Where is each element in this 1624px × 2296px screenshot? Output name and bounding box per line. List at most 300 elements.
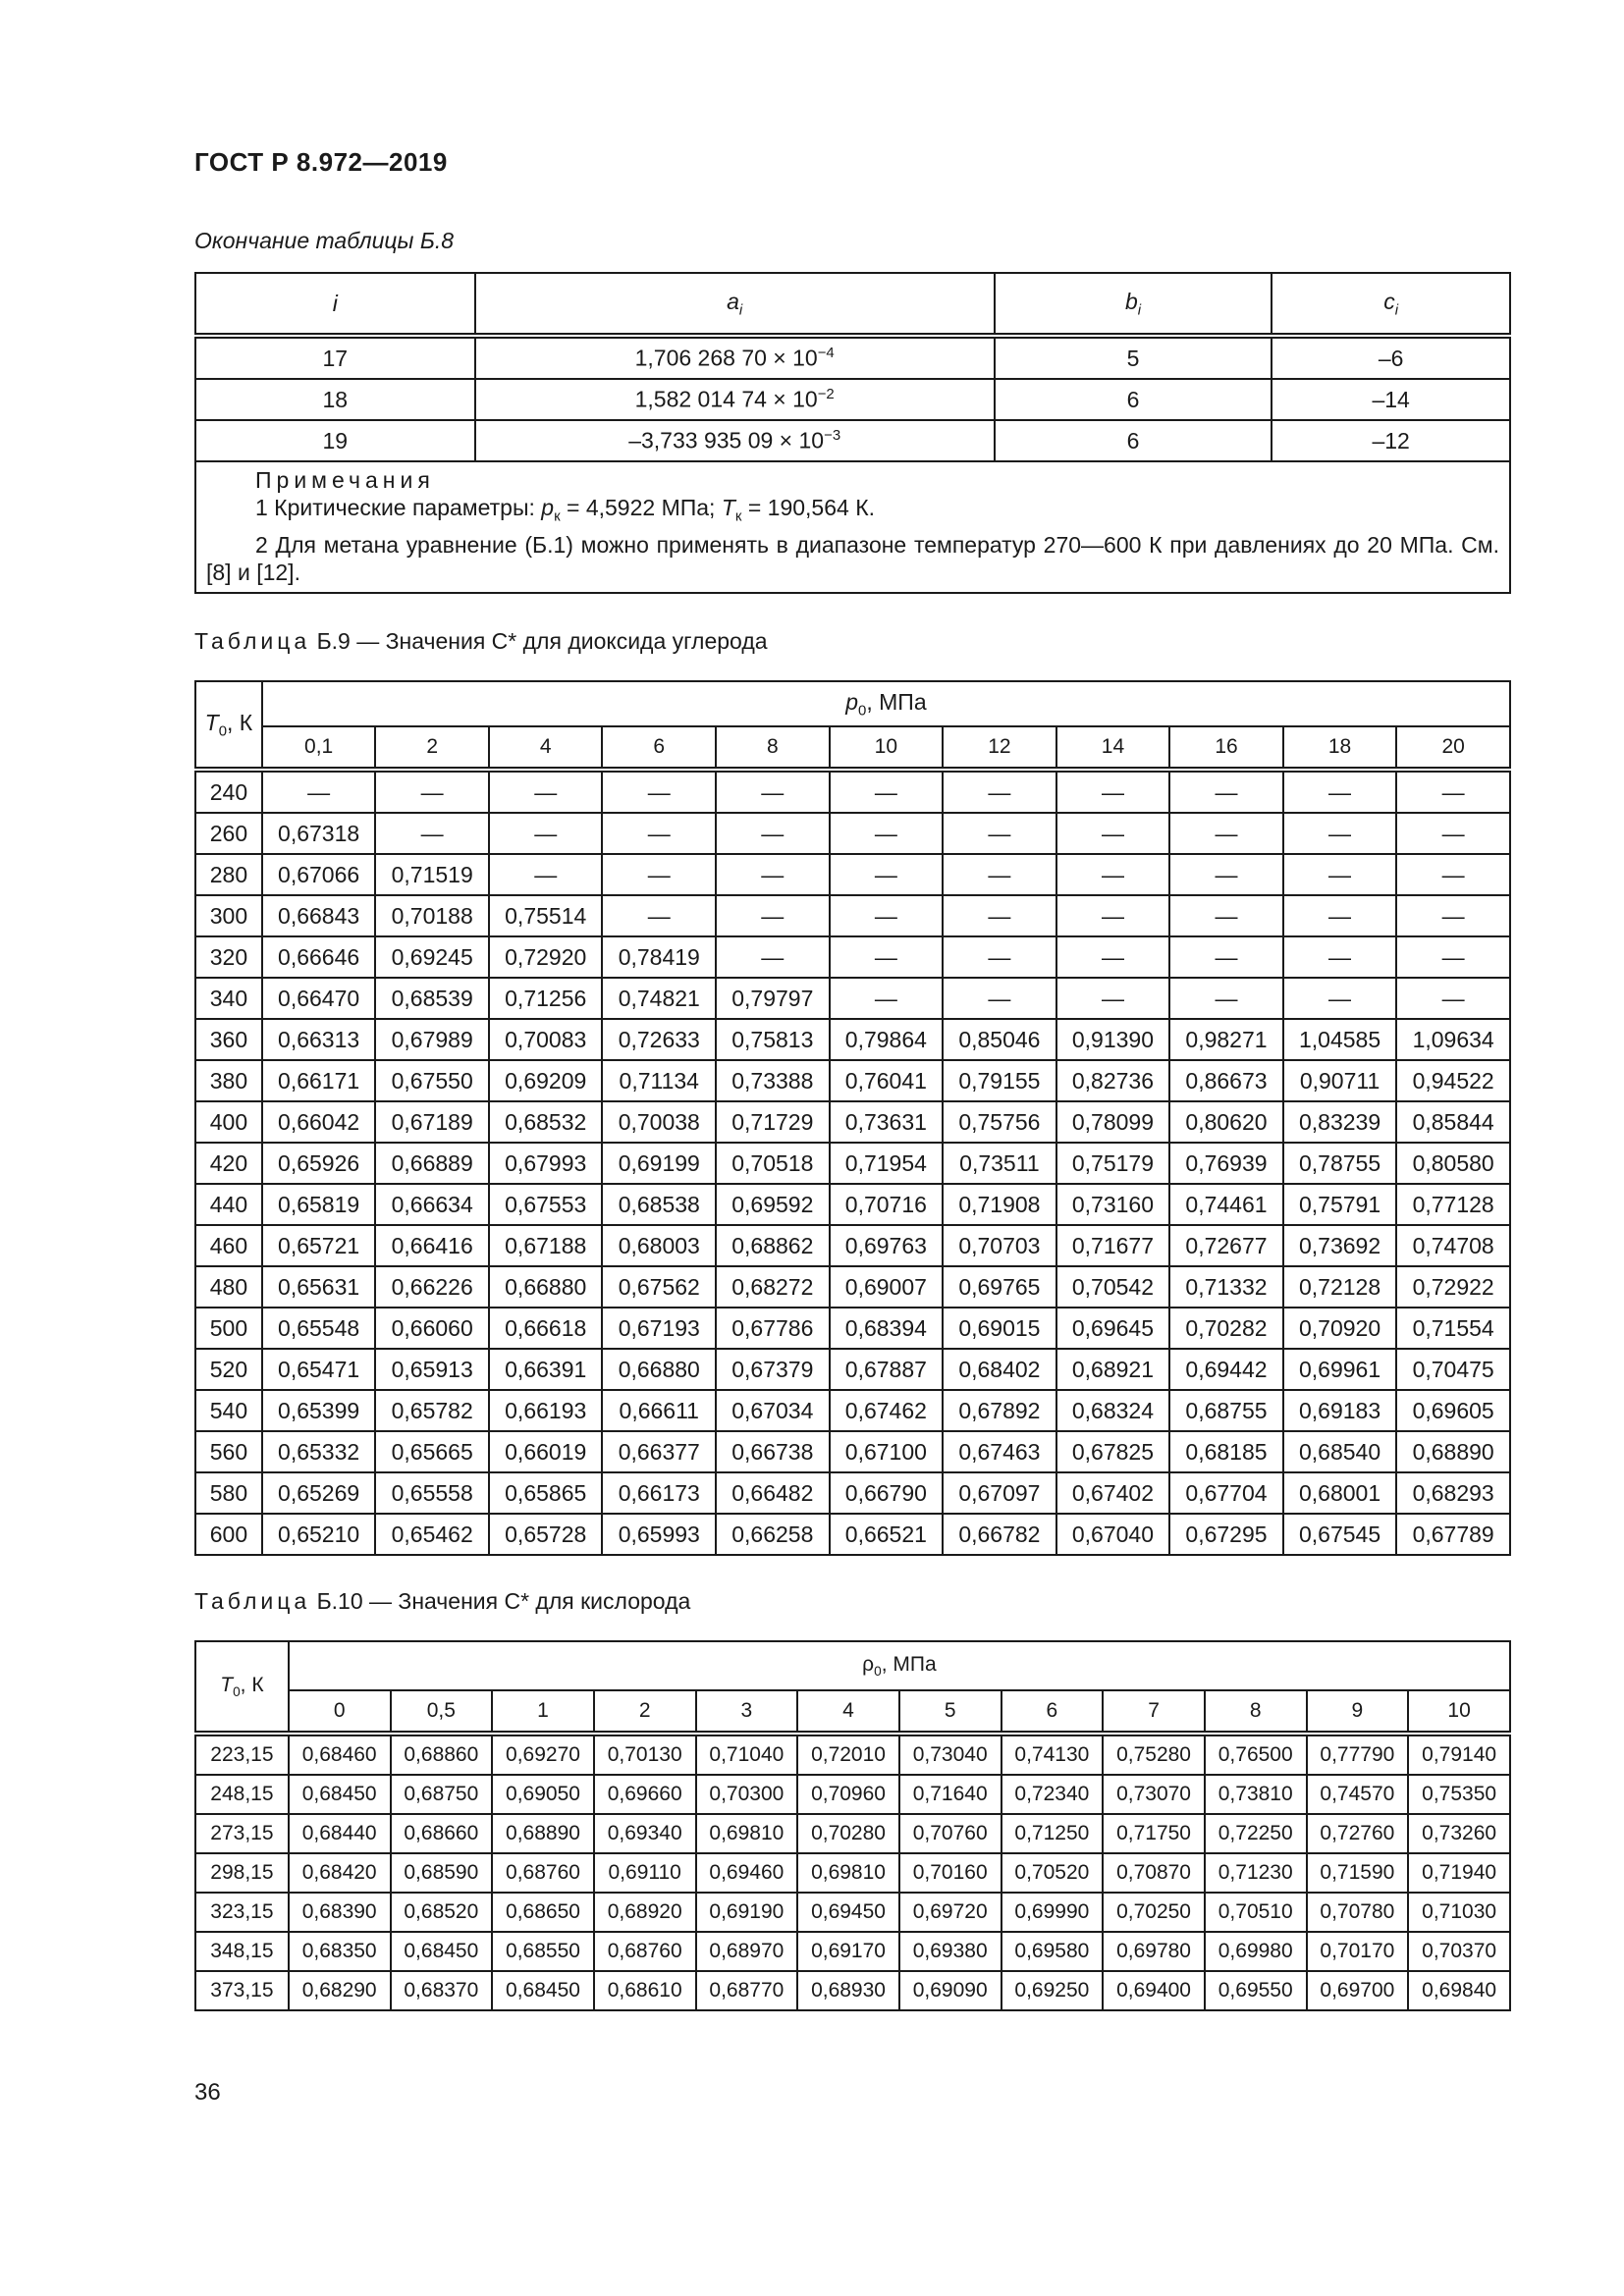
table-cell: 0,75514	[489, 895, 603, 936]
table-cell: —	[375, 813, 489, 854]
table-cell: 0,69780	[1103, 1932, 1205, 1971]
table-cell: 0,69660	[594, 1775, 696, 1814]
table-cell: 0,68293	[1396, 1472, 1510, 1514]
pressure-header: 6	[602, 726, 716, 770]
table-cell: 0,69580	[1001, 1932, 1104, 1971]
table-cell: —	[602, 770, 716, 813]
table-cell: 0,76939	[1169, 1143, 1283, 1184]
pressure-header-row	[195, 1690, 1510, 1734]
table-cell: 0,70703	[943, 1225, 1056, 1266]
table-cell: 0,68890	[1396, 1431, 1510, 1472]
table-cell: 0,68970	[696, 1932, 798, 1971]
pressure-header: 8	[716, 726, 830, 770]
table-cell: 0,68402	[943, 1349, 1056, 1390]
table-cell: 0,73160	[1056, 1184, 1170, 1225]
cell-c: –14	[1272, 379, 1510, 420]
table-cell: 0,67550	[375, 1060, 489, 1101]
table-cell: 0,67545	[1283, 1514, 1397, 1555]
table-cell: —	[1056, 895, 1170, 936]
table-cell: 0,65665	[375, 1431, 489, 1472]
table-cell: 0,80580	[1396, 1143, 1510, 1184]
table-cell: 1,04585	[1283, 1019, 1397, 1060]
table-cell: 0,74130	[1001, 1734, 1104, 1775]
col-group-pressure: $p_0$, МПа	[262, 681, 1510, 726]
table-cell: 0,67402	[1056, 1472, 1170, 1514]
table-cell: 0,69810	[797, 1853, 899, 1893]
table-cell: —	[602, 854, 716, 895]
table-cell: 0,67704	[1169, 1472, 1283, 1514]
table-cell: —	[489, 854, 603, 895]
cell-i: 19	[195, 420, 475, 461]
table-row	[195, 895, 1510, 936]
row-header-temperature: $T_0$, К	[195, 681, 262, 770]
table-cell: 0,73511	[943, 1143, 1056, 1184]
table-cell: 0,78755	[1283, 1143, 1397, 1184]
table-cell: 0,69110	[594, 1853, 696, 1893]
table-cell: 0,72010	[797, 1734, 899, 1775]
row-temperature: 500	[195, 1308, 262, 1349]
table-cell: 0,68390	[289, 1893, 391, 1932]
cell-b: 6	[995, 379, 1272, 420]
table-cell: —	[1396, 854, 1510, 895]
row-temperature: 298,15	[195, 1853, 289, 1893]
table-row	[195, 1431, 1510, 1472]
table-cell: —	[716, 936, 830, 978]
row-temperature: 300	[195, 895, 262, 936]
table-cell: 0,69460	[696, 1853, 798, 1893]
col-group-pressure: $\rho_0$, МПа	[289, 1641, 1510, 1690]
table-cell: —	[1396, 770, 1510, 813]
table-cell: —	[830, 936, 944, 978]
table-cell: 0,68540	[1283, 1431, 1397, 1472]
table-row	[195, 1266, 1510, 1308]
table-cell: 0,68520	[391, 1893, 493, 1932]
table-row	[195, 1734, 1510, 1775]
row-temperature: 223,15	[195, 1734, 289, 1775]
table-cell: 0,65631	[262, 1266, 376, 1308]
table-cell: 0,90711	[1283, 1060, 1397, 1101]
pressure-header: 4	[797, 1690, 899, 1734]
table-cell: 0,68760	[594, 1932, 696, 1971]
table-cell: 0,69980	[1205, 1932, 1307, 1971]
table-cell: 0,66171	[262, 1060, 376, 1101]
table-row	[195, 854, 1510, 895]
table-cell: 0,70510	[1205, 1893, 1307, 1932]
table-header-row	[195, 273, 1510, 336]
table-cell: 0,68370	[391, 1971, 493, 2010]
table-cell: —	[716, 854, 830, 895]
table-cell: 0,66646	[262, 936, 376, 978]
table-cell: 0,67887	[830, 1349, 944, 1390]
table-cell: —	[1283, 978, 1397, 1019]
table-cell: 0,68532	[489, 1101, 603, 1143]
cell-c: –6	[1272, 336, 1510, 379]
table-cell: 0,71230	[1205, 1853, 1307, 1893]
table-row	[195, 1390, 1510, 1431]
table-cell: 0,71040	[696, 1734, 798, 1775]
row-temperature: 373,15	[195, 1971, 289, 2010]
table-cell: —	[1283, 854, 1397, 895]
pressure-header: 18	[1283, 726, 1397, 770]
table-b8-caption: Окончание таблицы Б.8	[194, 228, 455, 253]
cell-b: 6	[995, 420, 1272, 461]
table-cell: 0,70760	[899, 1814, 1001, 1853]
table-row	[195, 978, 1510, 1019]
table-cell: 0,69050	[492, 1775, 594, 1814]
table-cell: 0,69592	[716, 1184, 830, 1225]
table-cell: 0,67463	[943, 1431, 1056, 1472]
table-cell: 0,70920	[1283, 1308, 1397, 1349]
table-cell: 0,79155	[943, 1060, 1056, 1101]
table-row	[195, 379, 1510, 420]
table-cell: 0,68460	[289, 1734, 391, 1775]
table-cell: 0,68539	[375, 978, 489, 1019]
table-cell: —	[489, 770, 603, 813]
table-row	[195, 1225, 1510, 1266]
table-row	[195, 1971, 1510, 2010]
table-cell: 0,68450	[492, 1971, 594, 2010]
row-temperature: 420	[195, 1143, 262, 1184]
table-cell: 0,68755	[1169, 1390, 1283, 1431]
row-temperature: 360	[195, 1019, 262, 1060]
table-row	[195, 1184, 1510, 1225]
table-row	[195, 770, 1510, 813]
table-cell: 0,66470	[262, 978, 376, 1019]
table-cell: 0,65332	[262, 1431, 376, 1472]
table-cell: 0,67786	[716, 1308, 830, 1349]
table-cell: 0,65926	[262, 1143, 376, 1184]
table-cell: 0,67318	[262, 813, 376, 854]
table-cell: 0,68650	[492, 1893, 594, 1932]
table-cell: 0,69765	[943, 1266, 1056, 1308]
table-cell: 0,70038	[602, 1101, 716, 1143]
table-cell: —	[1396, 895, 1510, 936]
table-cell: 0,75179	[1056, 1143, 1170, 1184]
table-cell: 0,85046	[943, 1019, 1056, 1060]
pressure-header: 10	[830, 726, 944, 770]
table-cell: 0,68890	[492, 1814, 594, 1853]
table-cell: —	[1169, 895, 1283, 936]
table-cell: 0,66782	[943, 1514, 1056, 1555]
table-row	[195, 1853, 1510, 1893]
table-row	[195, 813, 1510, 854]
col-header-a-label: a	[727, 288, 739, 314]
table-cell: 0,65399	[262, 1390, 376, 1431]
table-cell: 0,67193	[602, 1308, 716, 1349]
table-cell: 0,70170	[1307, 1932, 1409, 1971]
pressure-header-row	[195, 726, 1510, 770]
cell-i: 18	[195, 379, 475, 420]
table-cell: 0,69015	[943, 1308, 1056, 1349]
table-cell: 0,68324	[1056, 1390, 1170, 1431]
table-cell: 0,66416	[375, 1225, 489, 1266]
cell-a	[475, 379, 995, 420]
table-cell: 0,65993	[602, 1514, 716, 1555]
pressure-header: 12	[943, 726, 1056, 770]
table-cell: 0,70280	[797, 1814, 899, 1853]
row-temperature: 323,15	[195, 1893, 289, 1932]
table-cell: 0,94522	[1396, 1060, 1510, 1101]
table-cell: 0,65819	[262, 1184, 376, 1225]
table-cell: 0,66521	[830, 1514, 944, 1555]
table-cell: 0,69605	[1396, 1390, 1510, 1431]
table-cell: 0,73070	[1103, 1775, 1205, 1814]
cell-a-mantissa: 1,706 268 70 × 10	[634, 345, 818, 371]
table-row	[195, 1308, 1510, 1349]
table-b9-caption: Таблица Б.9 — Значения C* для диоксида углерода	[194, 628, 768, 654]
cell-a-mantissa: 1,582 014 74 × 10	[634, 386, 818, 412]
table-cell: —	[830, 978, 944, 1019]
row-temperature: 340	[195, 978, 262, 1019]
row-temperature: 260	[195, 813, 262, 854]
col-header-a: $a_i$	[475, 273, 995, 336]
table-cell: 0,70250	[1103, 1893, 1205, 1932]
table-cell: 0,83239	[1283, 1101, 1397, 1143]
table-cell: —	[1283, 813, 1397, 854]
row-temperature: 520	[195, 1349, 262, 1390]
table-cell: 0,67989	[375, 1019, 489, 1060]
table-cell: 0,69199	[602, 1143, 716, 1184]
table-cell: 0,85844	[1396, 1101, 1510, 1143]
pressure-header: 4	[489, 726, 603, 770]
table-cell: 0,69550	[1205, 1971, 1307, 2010]
table-row	[195, 1349, 1510, 1390]
table-cell: —	[602, 813, 716, 854]
table-cell: 0,68862	[716, 1225, 830, 1266]
table-cell: 0,74461	[1169, 1184, 1283, 1225]
table-cell: 0,72920	[489, 936, 603, 978]
table-cell: 0,70960	[797, 1775, 899, 1814]
table-cell: 0,69763	[830, 1225, 944, 1266]
table-cell: 0,68921	[1056, 1349, 1170, 1390]
page-number: 36	[194, 2079, 221, 2106]
table-cell: 0,69720	[899, 1893, 1001, 1932]
col-header-b: $b_i$	[995, 273, 1272, 336]
table-cell: 0,78419	[602, 936, 716, 978]
table-cell: 0,67189	[375, 1101, 489, 1143]
table-cell: 0,69990	[1001, 1893, 1104, 1932]
table-header-row	[195, 681, 1510, 726]
row-header-temperature: $T_0$, К	[195, 1641, 289, 1734]
pressure-header: 5	[899, 1690, 1001, 1734]
table-cell: 0,76500	[1205, 1734, 1307, 1775]
table-cell: 0,66880	[489, 1266, 603, 1308]
cell-c: –12	[1272, 420, 1510, 461]
table-cell: 0,68440	[289, 1814, 391, 1853]
table-cell: 0,71332	[1169, 1266, 1283, 1308]
table-cell: 0,71519	[375, 854, 489, 895]
table-cell: —	[830, 854, 944, 895]
cell-a	[475, 420, 995, 461]
col-header-i: i	[195, 273, 475, 336]
table-cell: —	[1283, 936, 1397, 978]
pressure-header: 2	[375, 726, 489, 770]
table-cell: —	[943, 854, 1056, 895]
table-cell: 0,70282	[1169, 1308, 1283, 1349]
pressure-header: 3	[696, 1690, 798, 1734]
table-cell: 0,73692	[1283, 1225, 1397, 1266]
table-cell: 0,68420	[289, 1853, 391, 1893]
table-cell: 0,69380	[899, 1932, 1001, 1971]
table-cell: 0,68450	[289, 1775, 391, 1814]
row-temperature: 580	[195, 1472, 262, 1514]
table-cell: 0,67993	[489, 1143, 603, 1184]
table-cell: 0,68350	[289, 1932, 391, 1971]
table-cell: 0,77128	[1396, 1184, 1510, 1225]
row-temperature: 600	[195, 1514, 262, 1555]
table-cell: 0,66377	[602, 1431, 716, 1472]
table-row	[195, 1101, 1510, 1143]
pressure-header: 1	[492, 1690, 594, 1734]
table-cell: —	[830, 813, 944, 854]
table-cell: 0,70083	[489, 1019, 603, 1060]
table-cell: —	[1169, 813, 1283, 854]
table-cell: 0,68750	[391, 1775, 493, 1814]
table-cell: 0,67825	[1056, 1431, 1170, 1472]
table-cell: 0,65210	[262, 1514, 376, 1555]
table-cell: 0,72633	[602, 1019, 716, 1060]
table-cell: 0,72340	[1001, 1775, 1104, 1814]
table-cell: 0,70520	[1001, 1853, 1104, 1893]
table-cell: —	[943, 895, 1056, 936]
cell-a	[475, 336, 995, 379]
table-cell: 0,98271	[1169, 1019, 1283, 1060]
table-b8	[194, 272, 1511, 594]
table-cell: —	[716, 770, 830, 813]
table-b9	[194, 680, 1511, 1556]
table-cell: 0,70300	[696, 1775, 798, 1814]
table-cell: 0,68001	[1283, 1472, 1397, 1514]
table-cell: 0,66843	[262, 895, 376, 936]
cell-b: 5	[995, 336, 1272, 379]
table-cell: 0,69170	[797, 1932, 899, 1971]
table-cell: —	[1396, 936, 1510, 978]
table-cell: 0,70780	[1307, 1893, 1409, 1932]
pressure-header: 9	[1307, 1690, 1409, 1734]
table-cell: 0,67066	[262, 854, 376, 895]
table-cell: 0,73388	[716, 1060, 830, 1101]
table-cell: 0,69700	[1307, 1971, 1409, 2010]
table-cell: 0,66019	[489, 1431, 603, 1472]
table-cell: 0,69250	[1001, 1971, 1104, 2010]
table-cell: 0,67562	[602, 1266, 716, 1308]
table-cell: —	[1169, 978, 1283, 1019]
table-cell: 0,66193	[489, 1390, 603, 1431]
table-cell: 0,72760	[1307, 1814, 1409, 1853]
table-cell: 0,69442	[1169, 1349, 1283, 1390]
notes-heading: Примечания	[255, 467, 435, 493]
table-cell: 0,68660	[391, 1814, 493, 1853]
table-cell: 0,71640	[899, 1775, 1001, 1814]
table-cell: 0,79140	[1408, 1734, 1510, 1775]
table-row	[195, 1472, 1510, 1514]
row-temperature: 273,15	[195, 1814, 289, 1853]
table-cell: 0,71030	[1408, 1893, 1510, 1932]
table-cell: 0,69645	[1056, 1308, 1170, 1349]
table-cell: 0,80620	[1169, 1101, 1283, 1143]
table-cell: 0,67040	[1056, 1514, 1170, 1555]
table-cell: —	[1396, 978, 1510, 1019]
table-cell: 0,75813	[716, 1019, 830, 1060]
table-cell: 0,91390	[1056, 1019, 1170, 1060]
table-cell: 0,69840	[1408, 1971, 1510, 2010]
table-cell: —	[1169, 936, 1283, 978]
table-cell: 0,70542	[1056, 1266, 1170, 1308]
table-cell: 0,70518	[716, 1143, 830, 1184]
table-row	[195, 1775, 1510, 1814]
row-temperature: 280	[195, 854, 262, 895]
table-cell: —	[1056, 978, 1170, 1019]
table-cell: 0,66060	[375, 1308, 489, 1349]
table-cell: 0,65728	[489, 1514, 603, 1555]
table-cell: 0,68450	[391, 1932, 493, 1971]
table-cell: 0,69810	[696, 1814, 798, 1853]
table-cell: 0,68550	[492, 1932, 594, 1971]
col-header-c: $c_i$	[1272, 273, 1510, 336]
pressure-header: 10	[1408, 1690, 1510, 1734]
table-cell: 0,71677	[1056, 1225, 1170, 1266]
table-cell: —	[1283, 770, 1397, 813]
table-cell: 0,66226	[375, 1266, 489, 1308]
table-cell: —	[1396, 813, 1510, 854]
table-cell: —	[1169, 854, 1283, 895]
table-cell: 0,68272	[716, 1266, 830, 1308]
table-row	[195, 936, 1510, 978]
table-cell: 0,76041	[830, 1060, 944, 1101]
row-temperature: 480	[195, 1266, 262, 1308]
table-cell: 0,69245	[375, 936, 489, 978]
cell-i: 17	[195, 336, 475, 379]
table-cell: 0,82736	[1056, 1060, 1170, 1101]
cell-a-exponent: −2	[817, 386, 835, 403]
table-cell: 0,72922	[1396, 1266, 1510, 1308]
table-cell: 0,68920	[594, 1893, 696, 1932]
table-cell: —	[716, 895, 830, 936]
table-cell: 0,65471	[262, 1349, 376, 1390]
table-cell: 0,65865	[489, 1472, 603, 1514]
note-1: 1 Критические параметры: $p_к = 4,5922$ МПа; $T_к = 190,564$ К.	[255, 495, 875, 525]
table-cell: —	[943, 813, 1056, 854]
table-cell: —	[262, 770, 376, 813]
table-cell: —	[716, 813, 830, 854]
table-cell: 0,66634	[375, 1184, 489, 1225]
table-cell: 0,70130	[594, 1734, 696, 1775]
pressure-header: 0,1	[262, 726, 376, 770]
table-cell: 0,71256	[489, 978, 603, 1019]
table-cell: 0,72128	[1283, 1266, 1397, 1308]
table-cell: 0,67295	[1169, 1514, 1283, 1555]
table-cell: —	[1056, 936, 1170, 978]
table-cell: 0,67097	[943, 1472, 1056, 1514]
table-cell: 0,73631	[830, 1101, 944, 1143]
table-cell: 0,65558	[375, 1472, 489, 1514]
table-cell: —	[1169, 770, 1283, 813]
table-cell: 0,69183	[1283, 1390, 1397, 1431]
table-cell: 1,09634	[1396, 1019, 1510, 1060]
table-cell: 0,65913	[375, 1349, 489, 1390]
row-temperature: 320	[195, 936, 262, 978]
table-cell: —	[943, 936, 1056, 978]
cell-a-exponent: −4	[817, 345, 835, 362]
table-cell: 0,69270	[492, 1734, 594, 1775]
table-cell: 0,68610	[594, 1971, 696, 2010]
table-cell: 0,79864	[830, 1019, 944, 1060]
table-row	[195, 1514, 1510, 1555]
row-temperature: 440	[195, 1184, 262, 1225]
table-cell: 0,68394	[830, 1308, 944, 1349]
cell-a-exponent: −3	[824, 427, 841, 445]
row-temperature: 540	[195, 1390, 262, 1431]
